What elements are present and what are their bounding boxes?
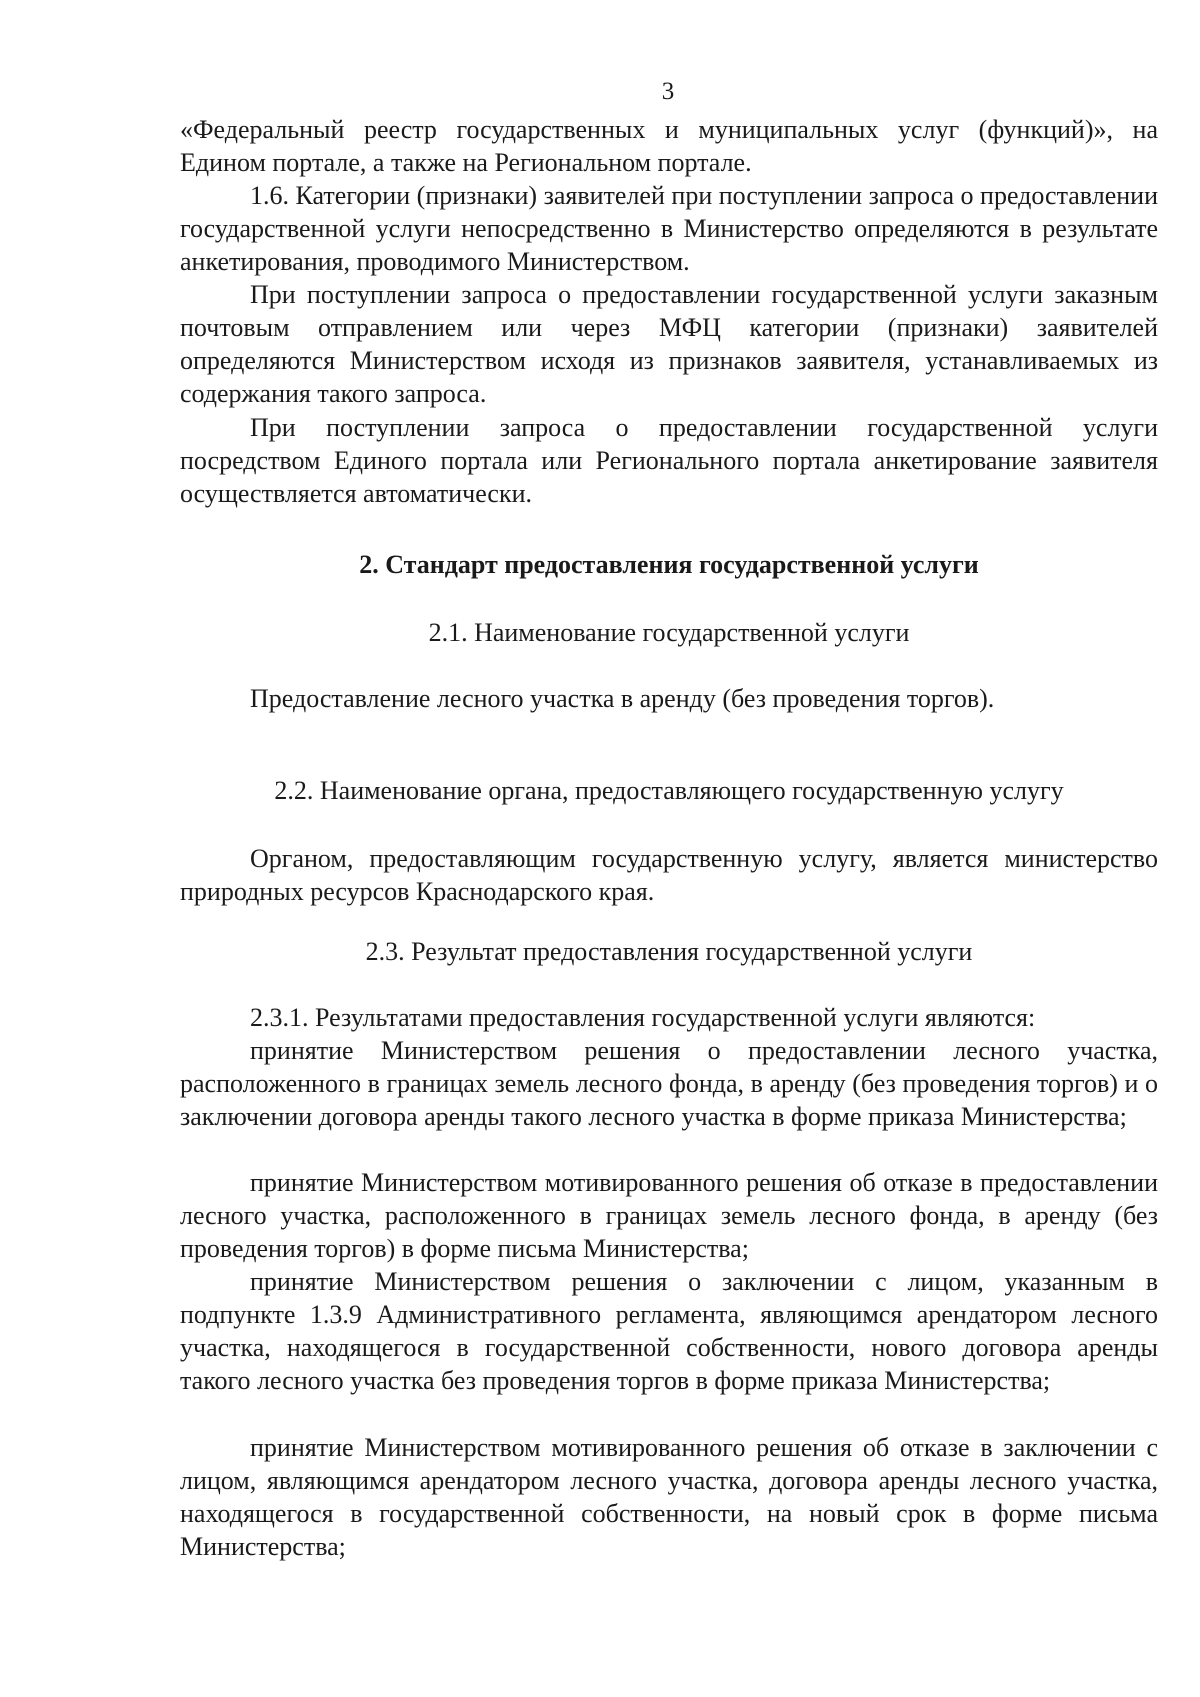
section-2-heading: 2. Стандарт предоставления государственной услуги	[359, 550, 979, 579]
result-item-3: принятие Министерством решения о заключении с лицом, указанным в подпункте 1.3.9 Административного регламента, являющимся арендатором лесного участка, находящегося в государственной собственности, нового договора аренды такого лесного участка без проведения торгов в форме приказа Министерства;	[180, 1267, 1158, 1395]
section-2-2-text: Органом, предоставляющим государственную услугу, является министерство природных ресурсов Краснодарского края.	[180, 844, 1158, 906]
section-2-3-heading: 2.3. Результат предоставления государственной услуги	[365, 937, 973, 966]
section-2-3-1-text: 2.3.1. Результатами предоставления государственной услуги являются:	[250, 1003, 1036, 1032]
result-item-2: принятие Министерством мотивированного решения об отказе в предоставлении лесного участка, расположенного в границах земель лесного фонда, в аренду (без проведения торгов) в форме письма Министерства;	[180, 1168, 1158, 1263]
result-item-4: принятие Министерством мотивированного решения об отказе в заключении с лицом, являющимся арендатором лесного участка, договора аренды лесного участка, находящегося в государственной собственности, на новый срок в форме письма Министерства;	[180, 1433, 1158, 1561]
top-paragraph-1: «Федеральный реестр государственных и муниципальных услуг (функций)», на Едином портале, а также на Региональном портале.	[180, 115, 1158, 177]
section-2-1-heading: 2.1. Наименование государственной услуги	[428, 618, 910, 647]
paragraph-mail-request: При поступлении запроса о предоставлении государственной услуги заказным почтовым отправлением или через МФЦ категории (признаки) заявителей определяются Министерством исходя из признаков заявителя, устанавливаемых из содержания такого запроса.	[180, 280, 1158, 408]
page-number: 3	[661, 78, 675, 105]
section-2-2-heading: 2.2. Наименование органа, предоставляющего государственную услугу	[274, 776, 1064, 805]
result-item-1: принятие Министерством решения о предоставлении лесного участка, расположенного в границах земель лесного фонда, в аренду (без проведения торгов) и о заключении договора аренды такого лесного участка в форме приказа Министерства;	[180, 1036, 1158, 1131]
section-2-1-text: Предоставление лесного участка в аренду (без проведения торгов).	[250, 684, 995, 713]
paragraph-1-6: 1.6. Категории (признаки) заявителей при поступлении запроса о предоставлении государственной услуги непосредственно в Министерство определяются в результате анкетирования, проводимого Министерством.	[180, 181, 1158, 276]
paragraph-portal-request: При поступлении запроса о предоставлении государственной услуги посредством Единого портала или Регионального портала анкетирование заявителя осуществляется автоматически.	[180, 413, 1158, 508]
